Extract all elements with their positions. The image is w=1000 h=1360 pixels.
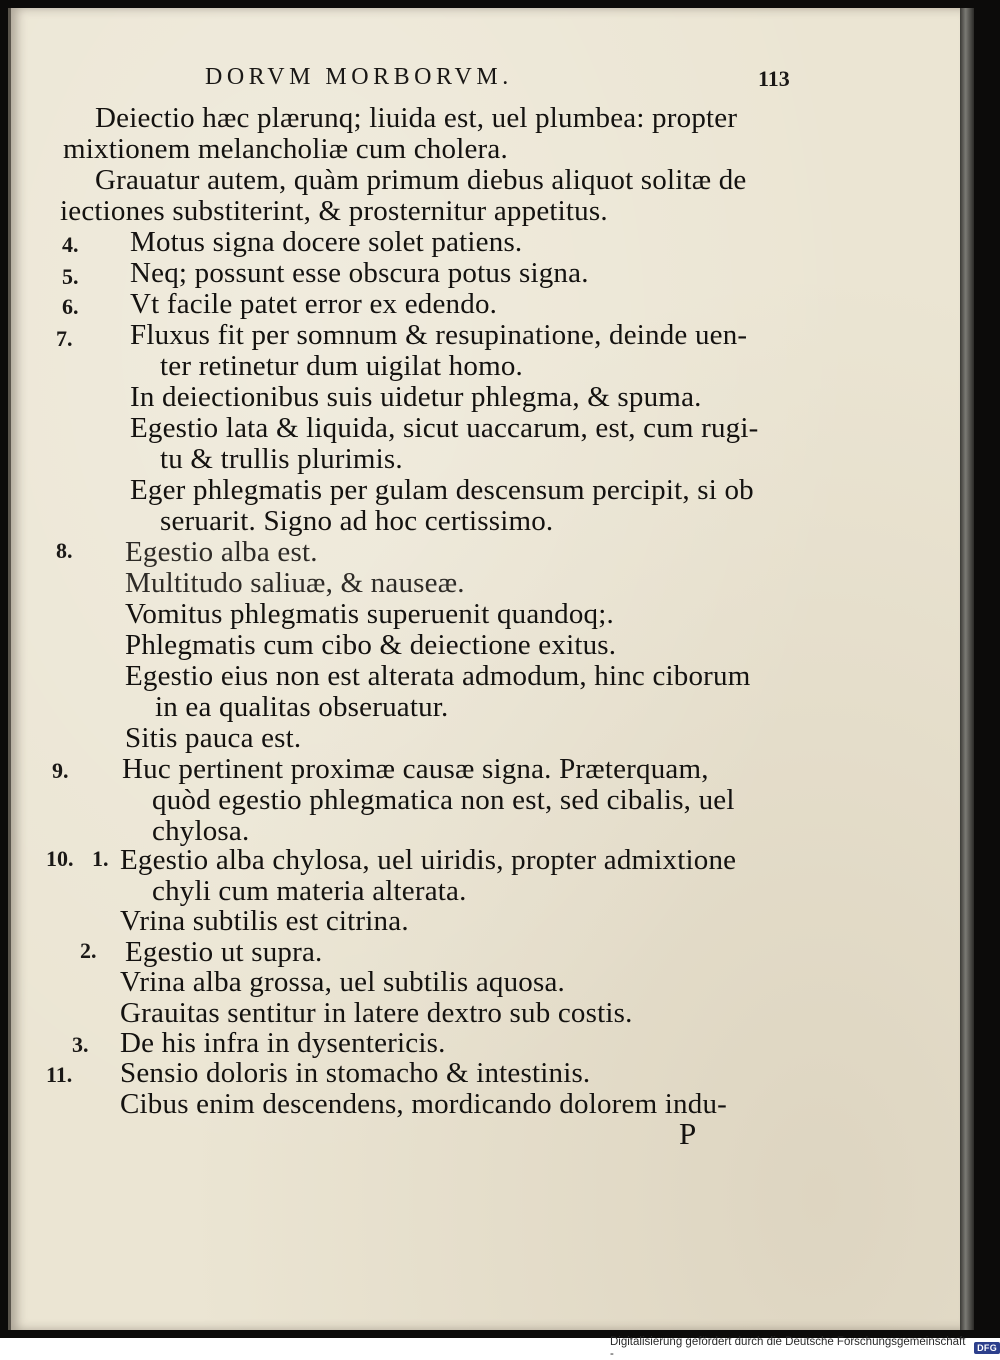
text-line: chyli cum materia alterata. <box>152 875 467 907</box>
text-line: Vrina alba grossa, uel subtilis aquosa. <box>120 966 565 998</box>
text-line: Sitis pauca est. <box>125 722 302 754</box>
text-line: quòd egestio phlegmatica non est, sed cibalis, uel <box>152 784 735 816</box>
text-line: Grauatur autem, quàm primum diebus aliquot solitæ de <box>95 164 747 196</box>
text-line: Egestio alba chylosa, uel uiridis, propter admixtione <box>120 844 737 876</box>
credit-text: Digitalisierung gefördert durch die Deutsche Forschungsgemeinschaft - <box>610 1336 966 1360</box>
margin-mark: 4. <box>62 232 79 257</box>
text-line: Egestio lata & liquida, sicut uaccarum, est, cum rugi- <box>130 412 759 444</box>
margin-mark: 7. <box>56 326 73 351</box>
margin-mark: 2. <box>80 938 97 963</box>
text-line: tu & trullis plurimis. <box>160 443 403 475</box>
signature-mark: P <box>679 1116 697 1151</box>
text-line: Cibus enim descendens, mordicando dolorem indu- <box>120 1088 728 1120</box>
margin-mark: 9. <box>52 758 69 783</box>
text-line: In deiectionibus suis uidetur phlegma, & spuma. <box>130 381 702 413</box>
margin-mark: 11. <box>46 1062 73 1087</box>
digitization-credit <box>610 1336 1000 1360</box>
text-line: Egestio ut supra. <box>125 936 323 968</box>
text-line: Sensio doloris in stomacho & intestinis. <box>120 1057 591 1089</box>
text-line: Neq; possunt esse obscura potus signa. <box>130 257 589 289</box>
text-line: Fluxus fit per somnum & resupinatione, deinde uen- <box>130 319 748 351</box>
running-head: DORVM MORBORVM. <box>205 64 513 90</box>
margin-mark: 5. <box>62 264 79 289</box>
text-line: mixtionem melancholiæ cum cholera. <box>63 133 508 165</box>
text-line: ter retinetur dum uigilat homo. <box>160 350 523 382</box>
text-line: Eger phlegmatis per gulam descensum percipit, si ob <box>130 474 754 506</box>
page-edge-shadow <box>960 8 974 1330</box>
text-line: Egestio eius non est alterata admodum, hinc ciborum <box>125 660 751 692</box>
text-line: seruarit. Signo ad hoc certissimo. <box>160 505 554 537</box>
text-line: Multitudo saliuæ, & nauseæ. <box>125 567 465 599</box>
text-line: iectiones substiterint, & prosternitur appetitus. <box>60 195 608 227</box>
text-line: Egestio alba est. <box>125 536 318 568</box>
text-line: in ea qualitas obseruatur. <box>155 691 449 723</box>
text-line: Vomitus phlegmatis superuenit quandoq;. <box>125 598 614 630</box>
dfg-logo[interactable]: DFG <box>974 1342 1000 1354</box>
text-line: Vt facile patet error ex edendo. <box>130 288 498 320</box>
text-line: Vrina subtilis est citrina. <box>120 905 409 937</box>
text-line: De his infra in dysentericis. <box>120 1027 446 1059</box>
text-line: Motus signa docere solet patiens. <box>130 226 523 258</box>
text-line: Phlegmatis cum cibo & deiectione exitus. <box>125 629 617 661</box>
margin-mark: 1. <box>92 846 109 871</box>
text-line: chylosa. <box>152 815 250 847</box>
margin-mark: 6. <box>62 294 79 319</box>
margin-mark: 3. <box>72 1032 89 1057</box>
folio-number: 113 <box>758 66 790 91</box>
text-line: Huc pertinent proximæ causæ signa. Præterquam, <box>122 753 709 785</box>
margin-mark: 10. <box>46 846 74 871</box>
margin-mark: 8. <box>56 538 73 563</box>
text-line: Grauitas sentitur in latere dextro sub costis. <box>120 997 633 1029</box>
text-line: Deiectio hæc plærunq; liuida est, uel plumbea: propter <box>95 102 738 134</box>
